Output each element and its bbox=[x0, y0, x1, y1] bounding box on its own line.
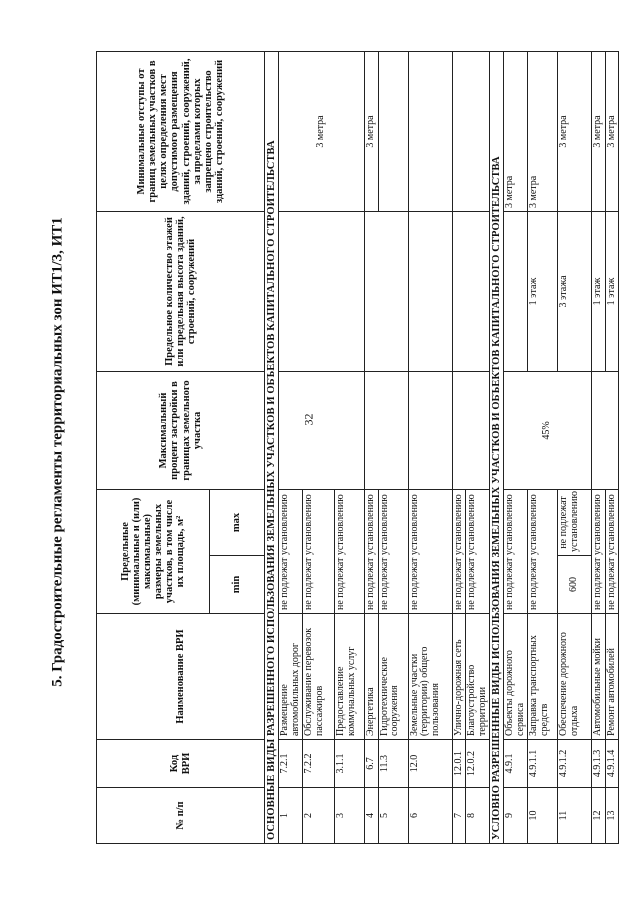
section-conditional-heading: УСЛОВНО РАЗРЕШЕННЫЕ ВИДЫ ИСПОЛЬЗОВАНИЯ ЗЕМЕЛЬНЫХ УЧАСТКОВ И ОБЪЕКТОВ КАПИТАЛЬНОГО СТРОИТЕЛЬСТВА bbox=[490, 51, 504, 843]
section-main-heading: ОСНОВНЫЕ ВИДЫ РАЗРЕШЕННОГО ИСПОЛЬЗОВАНИЯ ЗЕМЕЛЬНЫХ УЧАСТКОВ И ОБЪЕКТОВ КАПИТАЛЬНОГО СТРОИТЕЛЬСТВА bbox=[265, 51, 279, 843]
table-row bbox=[408, 51, 452, 843]
row-code: 4.9.1.4 bbox=[605, 740, 619, 788]
row-sizes: не подлежат установлению bbox=[335, 489, 365, 613]
regulations-table-frame bbox=[96, 52, 617, 844]
row-setback bbox=[452, 51, 490, 211]
row-sizes: не подлежат установлению bbox=[452, 489, 466, 613]
row-sizes: не подлежат установлению bbox=[504, 489, 528, 613]
col-header-code: Код ВРИ bbox=[97, 740, 265, 788]
row-percent: 45% bbox=[504, 371, 592, 489]
row-name: Улично-дорожная сеть bbox=[452, 614, 466, 740]
row-num: 7 bbox=[452, 788, 466, 844]
row-sizes: не подлежат установлению bbox=[605, 489, 619, 613]
row-floors: 3 этажа bbox=[558, 211, 592, 371]
row-sizes: не подлежат установлению bbox=[466, 489, 490, 613]
row-code: 7.2.1 bbox=[279, 740, 303, 788]
row-num: 6 bbox=[408, 788, 452, 844]
page-number: 32 bbox=[301, 413, 316, 426]
row-sizes: не подлежат установлению bbox=[408, 489, 452, 613]
table-row bbox=[592, 51, 606, 843]
row-num: 4 bbox=[365, 788, 379, 844]
row-setback: 3 метра bbox=[558, 51, 592, 211]
row-percent bbox=[452, 371, 490, 489]
row-num: 3 bbox=[335, 788, 365, 844]
row-name: Размещение автомобильных дорог bbox=[279, 614, 303, 740]
row-code: 12.0.1 bbox=[452, 740, 466, 788]
row-code: 4.9.1.2 bbox=[558, 740, 592, 788]
row-floors: 1 этаж bbox=[528, 211, 558, 371]
table-row bbox=[504, 51, 528, 843]
table-row bbox=[452, 51, 466, 843]
row-floors bbox=[279, 211, 365, 371]
row-floors bbox=[504, 211, 528, 371]
row-code: 7.2.2 bbox=[303, 740, 335, 788]
col-header-setback: Минимальные отступы от границ земельных участков в целях определения мест допустимого размещения зданий, строений, сооружений, за пределами которых запрещено строительство зданий, строений, сооружений bbox=[97, 51, 265, 211]
row-name: Предоставление коммунальных услуг bbox=[335, 614, 365, 740]
row-max: не подлежат установлению bbox=[558, 489, 592, 555]
row-name: Заправка транспортных средств bbox=[528, 614, 558, 740]
row-setback: 3 метра bbox=[528, 51, 558, 211]
row-num: 11 bbox=[558, 788, 592, 844]
row-name: Обслуживание перевозок пассажиров bbox=[303, 614, 335, 740]
col-header-max: max bbox=[210, 489, 265, 555]
row-name: Гидротехнические сооружения bbox=[378, 614, 408, 740]
row-sizes: не подлежат установлению bbox=[279, 489, 303, 613]
row-setback: 3 метра bbox=[365, 51, 379, 211]
row-code: 4.9.1.1 bbox=[528, 740, 558, 788]
row-floors bbox=[365, 211, 409, 371]
row-setback: 3 метра bbox=[504, 51, 528, 211]
row-num: 10 bbox=[528, 788, 558, 844]
row-setback bbox=[408, 51, 452, 211]
row-name: Обеспечение дорожного отдыха bbox=[558, 614, 592, 740]
col-header-sizes: Предельные (минимальные и (или) максимальные) размеры земельных участков, в том числе их площадь, м² bbox=[97, 489, 210, 613]
row-name: Объекты дорожного сервиса bbox=[504, 614, 528, 740]
row-sizes: не подлежат установлению bbox=[592, 489, 606, 613]
col-header-percent: Максимальный процент застройки в границах земельного участка bbox=[97, 371, 265, 489]
row-sizes: не подлежат установлению bbox=[528, 489, 558, 613]
row-code: 12.0 bbox=[408, 740, 452, 788]
row-code: 6.7 bbox=[365, 740, 379, 788]
row-setback: 3 метра bbox=[279, 51, 365, 211]
row-setback bbox=[378, 51, 408, 211]
regulations-table bbox=[96, 51, 619, 844]
row-name: Ремонт автомобилей bbox=[605, 614, 619, 740]
row-name: Земельные участки (территории) общего пользования bbox=[408, 614, 452, 740]
row-code: 4.9.1.3 bbox=[592, 740, 606, 788]
row-num: 13 bbox=[605, 788, 619, 844]
row-name: Автомобильные мойки bbox=[592, 614, 606, 740]
row-setback: 3 метра bbox=[605, 51, 619, 211]
row-code: 12.0.2 bbox=[466, 740, 490, 788]
table-row bbox=[279, 51, 303, 843]
col-header-name: Наименование ВРИ bbox=[97, 614, 265, 740]
row-num: 1 bbox=[279, 788, 303, 844]
row-num: 12 bbox=[592, 788, 606, 844]
row-floors: 1 этаж bbox=[605, 211, 619, 371]
row-num: 9 bbox=[504, 788, 528, 844]
row-min: 600 bbox=[558, 556, 592, 614]
row-name: Энергетика bbox=[365, 614, 379, 740]
row-code: 4.9.1 bbox=[504, 740, 528, 788]
row-percent bbox=[592, 371, 619, 489]
row-percent bbox=[365, 371, 409, 489]
col-header-min: min bbox=[210, 556, 265, 614]
row-sizes: не подлежат установлению bbox=[365, 489, 379, 613]
row-floors: 1 этаж bbox=[592, 211, 606, 371]
row-num: 8 bbox=[466, 788, 490, 844]
row-num: 2 bbox=[303, 788, 335, 844]
row-sizes: не подлежат установлению bbox=[378, 489, 408, 613]
row-percent bbox=[408, 371, 452, 489]
col-header-num: № п/п bbox=[97, 788, 265, 844]
row-floors bbox=[408, 211, 452, 371]
row-code: 3.1.1 bbox=[335, 740, 365, 788]
row-setback: 3 метра bbox=[592, 51, 606, 211]
row-sizes: не подлежат установлению bbox=[303, 489, 335, 613]
row-floors bbox=[452, 211, 490, 371]
table-row bbox=[365, 51, 379, 843]
row-num: 5 bbox=[378, 788, 408, 844]
row-name: Благоустройство территории bbox=[466, 614, 490, 740]
row-code: 11.3 bbox=[378, 740, 408, 788]
col-header-floors: Предельное количество этажей или предельная высота зданий, строений, сооружений bbox=[97, 211, 265, 371]
row-percent bbox=[279, 371, 365, 489]
page-title: 5. Градостроительные регламенты территориальных зон ИТ1/3, ИТ1 bbox=[49, 217, 66, 687]
